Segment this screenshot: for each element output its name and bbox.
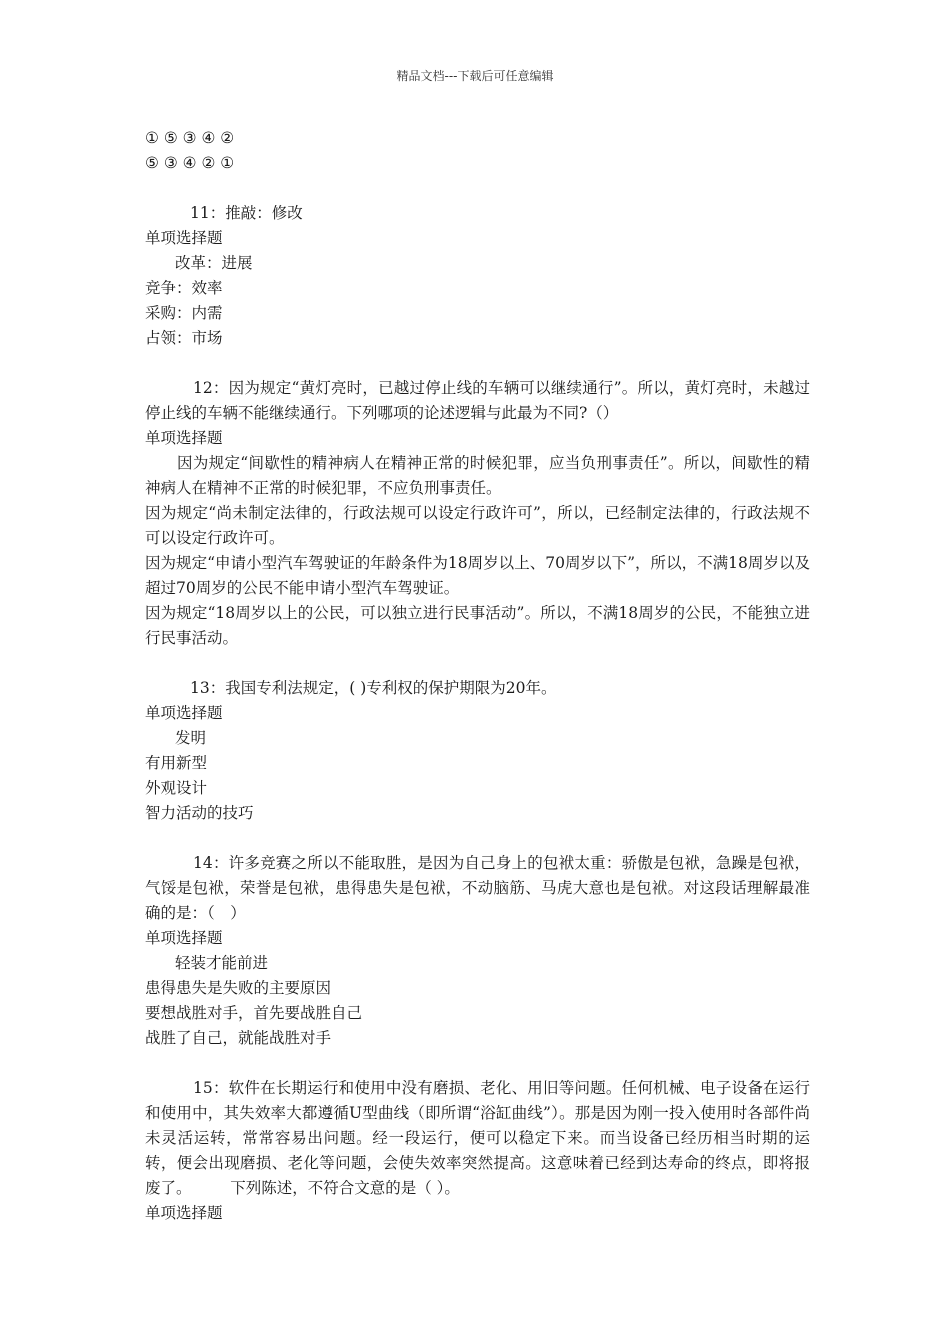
answer-option: 智力活动的技巧 [145,804,254,822]
answer-option: 因为规定“尚未制定法律的，行政法规可以设定行政许可”，所以，已经制定法律的，行政法规不可以设定行政许可。 [145,504,810,547]
question-stem: 15：软件在长期运行和使用中没有磨损、老化、用旧等问题。任何机械、电子设备在运行和使用中，其失效率大都遵循U型曲线（即所谓“浴缸曲线”）。那是因为刚一投入使用时各部件尚未灵活运转，常常容易出问题。经一段运行，便可以稳定下来。而当设备已经历相当时期的运转，便会出现磨损、老化等问题，会使失效率突然提高。这意味着已经到达寿命的终点，即将报废了。 下列陈述，不符合文意的是（ ）。 [145,1079,810,1197]
answer-option: 战胜了自己，就能战胜对手 [145,1029,332,1047]
answer-option: 有用新型 [145,754,208,772]
question-stem: 14：许多竞赛之所以不能取胜，是因为自己身上的包袱太重：骄傲是包袱，急躁是包袱，气馁是包袱，荣誉是包袱，患得患失是包袱，不动脑筋、马虎大意也是包袱。对这段话理解最准确的是：（ ） [145,854,810,922]
answer-option: 发明 [175,729,207,747]
question-type: 单项选择题 [145,929,223,947]
answer-option: 因为规定“18周岁以上的公民，可以独立进行民事活动”。所以，不满18周岁的公民，不能独立进行民事活动。 [145,604,810,647]
page-header: 精品文档---下载后可任意编辑 [396,69,554,83]
question-type: 单项选择题 [145,704,223,722]
answer-option: 竞争：效率 [145,279,223,297]
answer-option: 因为规定“申请小型汽车驾驶证的年龄条件为18周岁以上、70周岁以下”，所以，不满18周岁以及超过70周岁的公民不能申请小型汽车驾驶证。 [145,554,810,597]
answer-option: 改革：进展 [175,254,253,272]
question-type: 单项选择题 [145,229,223,247]
answer-option: 患得患失是失败的主要原因 [145,979,332,997]
order-option: ⑤ ③ ④ ② ① [145,154,235,172]
document-body [145,126,810,1226]
answer-option: 外观设计 [145,779,208,797]
answer-option: 占领：市场 [145,329,223,347]
answer-option: 要想战胜对手，首先要战胜自己 [145,1004,363,1022]
question-type: 单项选择题 [145,1204,223,1222]
question-stem: 12：因为规定“黄灯亮时，已越过停止线的车辆可以继续通行”。所以，黄灯亮时，未越过停止线的车辆不能继续通行。下列哪项的论述逻辑与此最为不同?（） [145,379,810,422]
question-type: 单项选择题 [145,429,223,447]
question-stem: 13：我国专利法规定，( )专利权的保护期限为20年。 [190,679,557,697]
answer-option: 采购：内需 [145,304,223,322]
question-stem: 11：推敲：修改 [190,204,303,222]
answer-option: 轻装才能前进 [175,954,269,972]
answer-option: 因为规定“间歇性的精神病人在精神正常的时候犯罪，应当负刑事责任”。所以，间歇性的精神病人在精神不正常的时候犯罪，不应负刑事责任。 [145,454,810,497]
order-option: ① ⑤ ③ ④ ② [145,129,235,147]
